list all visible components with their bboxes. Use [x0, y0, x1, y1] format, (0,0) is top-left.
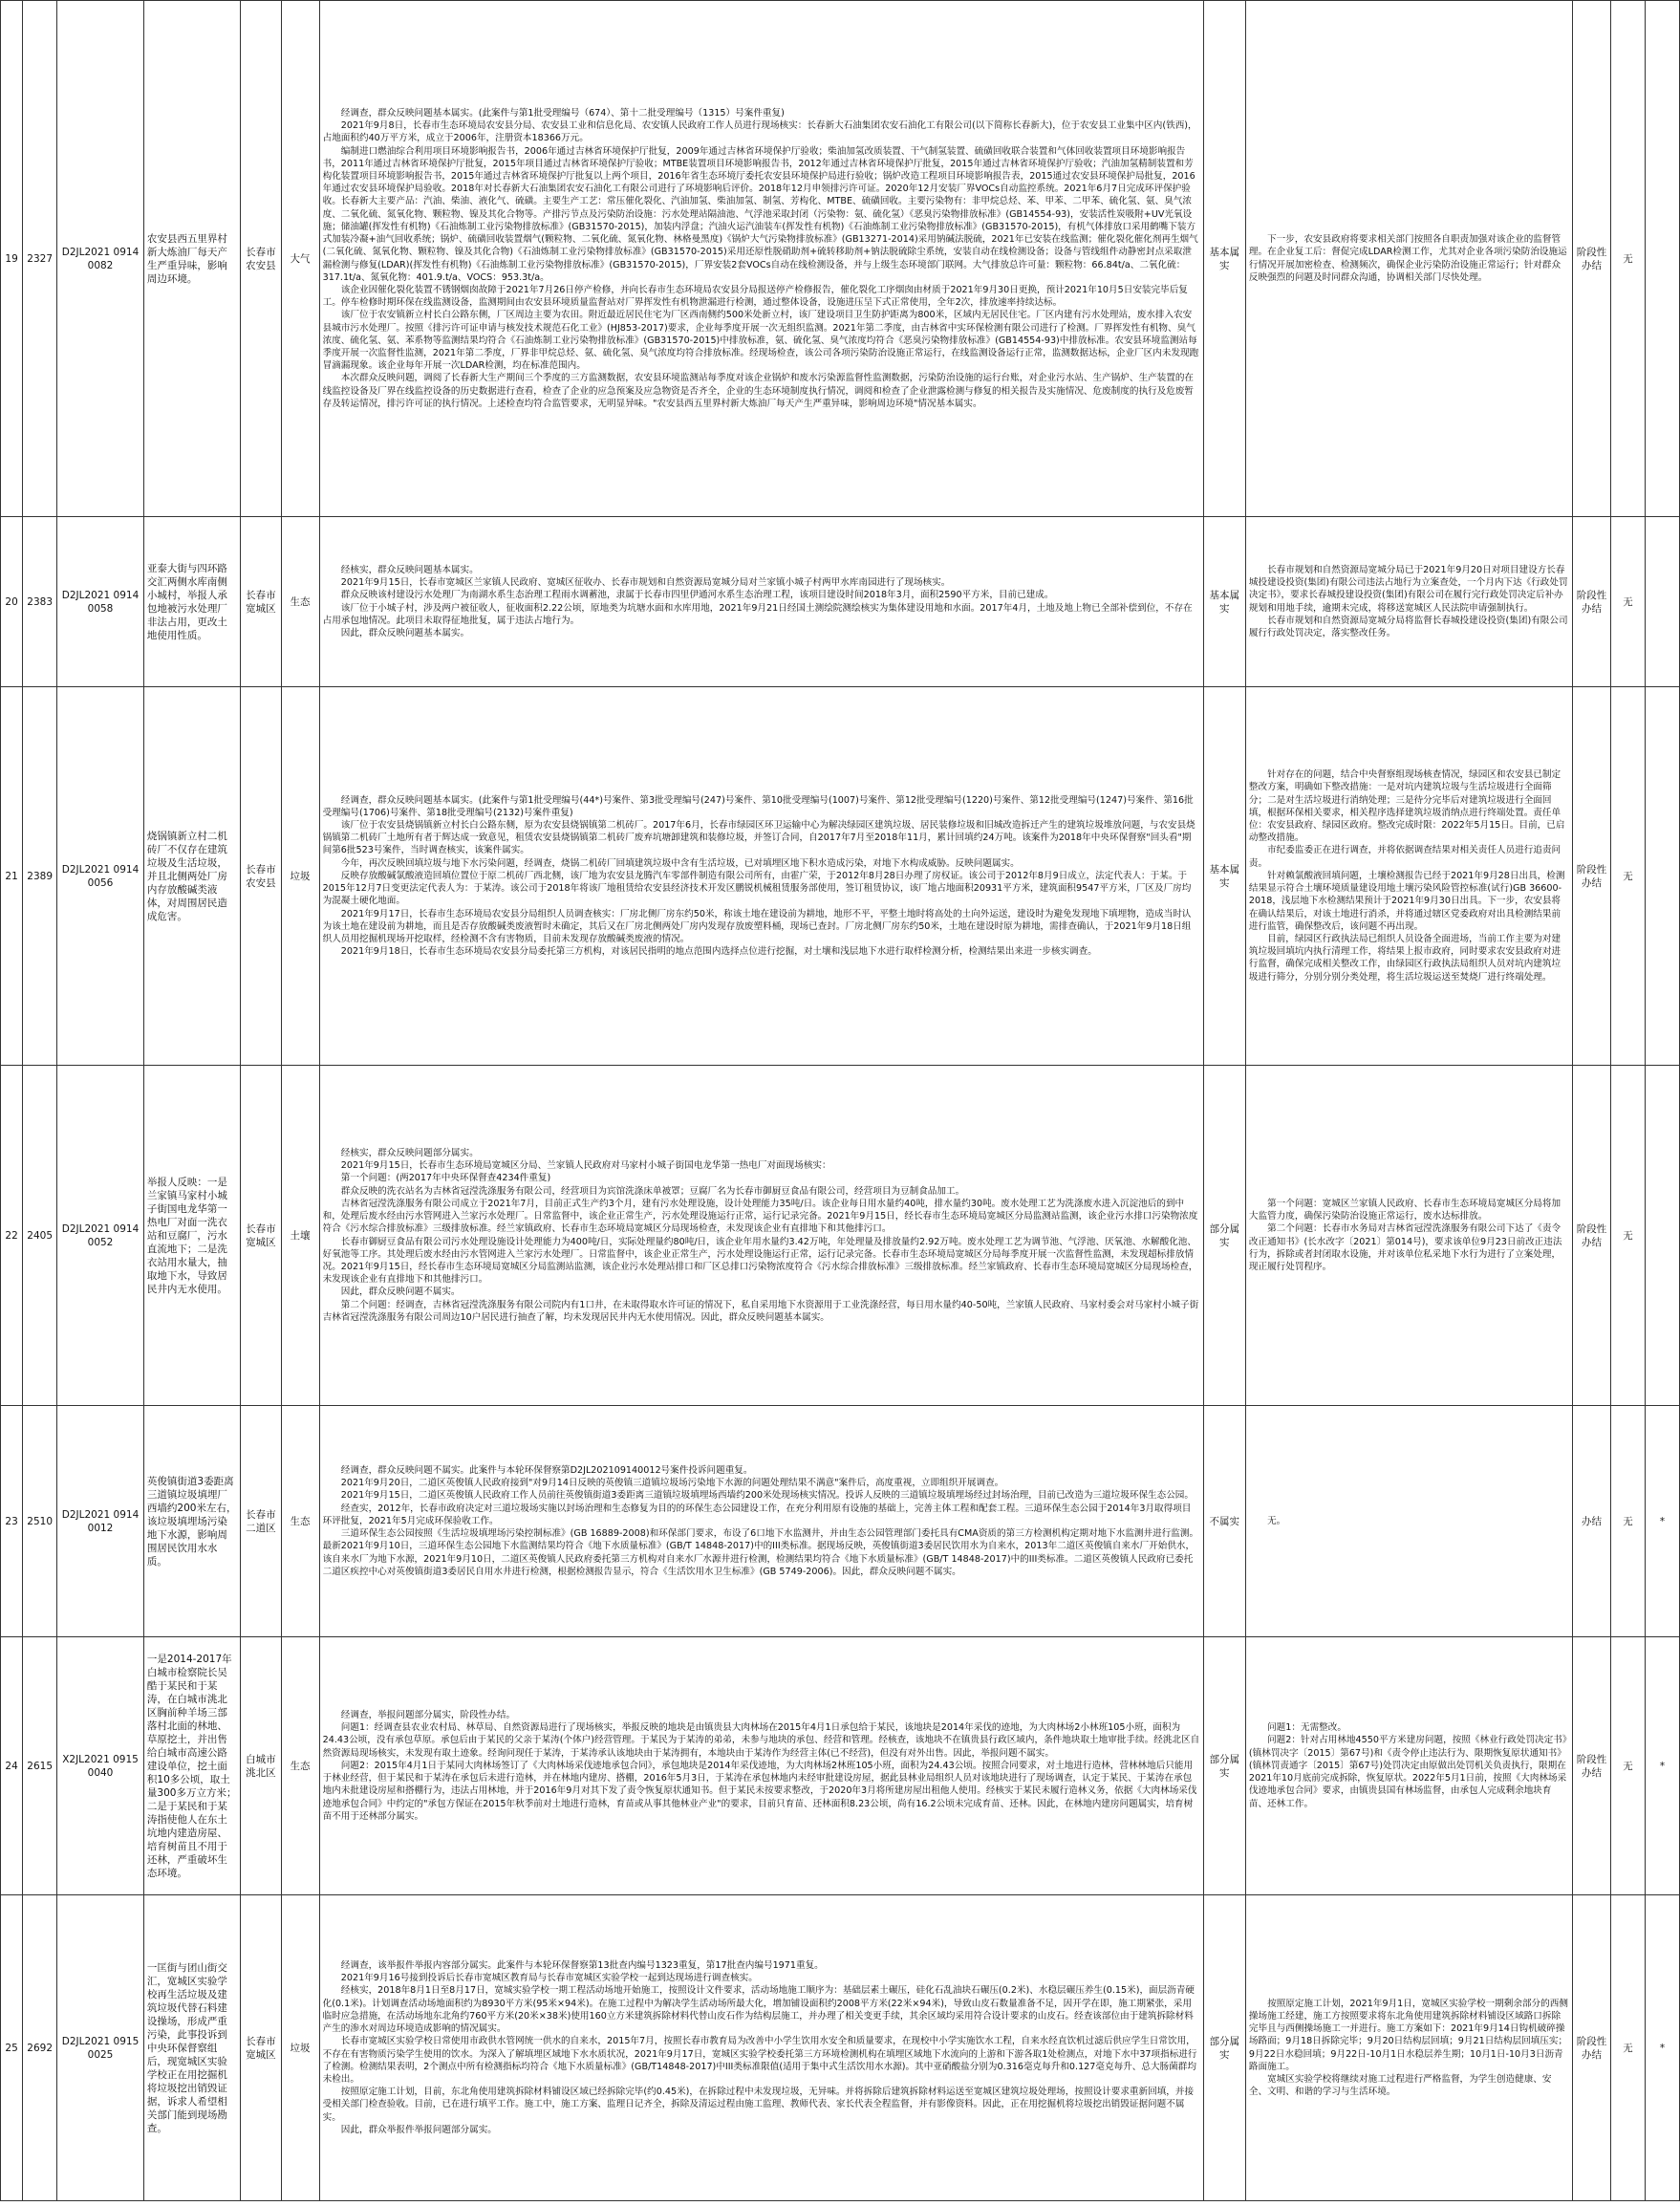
rectification-plan — [1245, 1895, 1572, 2201]
progress-status: 阶段性办结 — [1573, 1895, 1611, 2201]
investigation-text: 经调查，群众反映问题基本属实。(此案件与第1批受理编号(44*)号案件、第3批受理编号(247)号案件、第10批受理编号(1007)号案件、第12批受理编号(1220)号案件、第12批受理编号(1247)号案件、第16批受理编号(1706)号案件、第18批受理编号(2132)号案件重复) 该厂位于农安县烧锅镇新立村长白公路东侧，原为农安县烧锅镇第二机砖厂。2017年6月，长春市绿园区环卫运输中心为解决绿园区建筑垃圾、居民装修垃圾和旧城改造拆迁产生的建筑垃圾堆放问题，与农安县烧锅镇第二机砖厂土地所有者于辉达成一致意见，租赁农安县烧锅镇第二机砖厂废弃坑塘卸建筑和装修垃圾，并签订合同，自2017年7月至2018年11月，累计回填约24万吨。该案件为2018年中央环保督察"回头看"期间第6批523号案件，当时调查核实，该案件属实。 今年，再次反映回填垃圾与地下水污染问题，经调查，烧锅二机砖厂回填建筑垃圾中含有生活垃圾，已对填埋区地下积水造成污染，对地下水构成威胁。反映问题属实。 反映存放酸碱氯酸液造回填位置位于原二机砖厂西北侧，该厂地为农安县龙腾汽车零部件制造有限公司所有，由霍广荣，于2012年8月28日办理了房权证。该公司于2012年8月9日成立，法定代表人：于某。于2015年12月7日变更法定代表人为：于某涛。该公司于2018年将该厂地租赁给农安县经济技术开发区鹏锐机械租赁服务部使用，签订租赁协议，该厂地占地面积20931平方米，建筑面积9547平方米，厂区及厂房均为混凝土硬化地面。 2021年9月17日，长春市生态环境局农安县分局组织人员调查核实：厂房北侧厂房东约50米，称该土地在建设前为耕地，地形不平，平整土地时将高处的土向外运送，建设时为避免发现地下填埋物，造成当时认为该土地在建设前为耕地，而且是否存放酸碱类废液暂时未确定，其后又在厂房北侧两处厂房内发现存放废塑料桶，现场已查封。厂房北侧厂房东约50米，土地在建设时原为耕地，需排查确认，于2021年9月18日组织人员用挖掘机现场开挖取样，经检测不含有害物质，目前未发现存放酸碱类废液的情况。 2021年9月18日，长春市生态环境局农安县分局委托第三方机构，对该居民指明的地点范围内选择点位进行挖掘，对土壤和浅层地下水进行取样检测分析，检测结果出来进一步核实调查。 — [322, 794, 1195, 958]
table-row — [1, 1637, 1680, 1895]
progress-status: 办结 — [1573, 1406, 1611, 1637]
mark — [1646, 517, 1680, 687]
investigation-details — [319, 687, 1203, 1066]
plan-text: 针对存在的问题，结合中央督察组现场核查情况，绿园区和农安县已制定整改方案，明确如下整改措施：一是对坑内建筑垃圾与生活垃圾进行全面筛分；二是对生活垃圾进行消纳处理；三是待分完毕后对建筑垃圾进行全面回填，根据环保相关要求，相关程序选择建筑垃圾消纳点进行终端处置。责任单位：农安县政府、绿园区政府。整改完成时限：2022年5月15日。目前，已启动整改措施。 市纪委监委正在进行调查，并将依据调查结果对相关责任人员进行追责问责。 针对赖氯酸液回填问题，土壤检测报告已经于2021年9月28日出具，检测结果显示符合土壤环境质量建设用地土壤污染风险管控标准(试行)GB 36600-2018，浅层地下水检测结果预计于2021年9月30日出具。下一步，农安县将在确认结果后，对该土地进行消杀，并将通过辖区党委政府对出具检测结果前进行监管，确保整改后，该问题不再出现。 目前，绿园区行政执法局已组织人员设备全面进场，当前工作主要为对建筑垃圾回填坑内执行清理工作，将结果上报市政府，同时要求农安县政府对进行监督，确保完成相关整改工作，由绿园区行政执法局组织人员对坑内建筑垃圾进行筛分，分别分别分类处理，将生活垃圾运送至焚烧厂进行终端处理。 — [1248, 769, 1565, 983]
pollution-type: 垃圾 — [281, 687, 319, 1066]
case-id: X2JL2021 09150040 — [57, 1637, 144, 1895]
reported-issue: 农安县西五里界村新大炼油厂每天产生严重异味，影响周边环境。 — [143, 1, 240, 517]
row-number: 20 — [1, 517, 23, 687]
verdict: 部分属实 — [1203, 1637, 1245, 1895]
table-row — [1, 1895, 1680, 2201]
rectification-plan — [1245, 687, 1572, 1066]
region: 长春市宽城区 — [241, 1895, 281, 2201]
pollution-type: 生态 — [281, 1406, 319, 1637]
reported-issue: 烧锅镇新立村二机砖厂不仅存在建筑垃圾及生活垃圾，并且北侧两处厂房内存放酸碱类液体，对周围居民造成危害。 — [143, 687, 240, 1066]
plan-text: 下一步，农安县政府将要求相关部门按照各自职责加强对该企业的监督管理。在企业复工后：督促完成LDAR检测工作，尤其对企业各项污染防治设施运行情况开展加密检查、检测频次，确保企业污染防治设施正常运行；针对群众反映强烈的问题及时同群众沟通，协调相关部门尽快处理。 — [1248, 234, 1567, 283]
investigation-text: 经调查，群众反映问题不属实。此案件与本轮环保督察第D2JL202109140012号案件投诉问题重复。 2021年9月20日，二道区英俊镇人民政府接到"对9月14日反映的英俊镇三道镇垃圾场污染地下水源的问题处理结果不满意"案件后，高度重视，立即组织开展调查。 2021年9月15日，二道区英俊镇人民政府工作人员前往英俊镇街道3委距离三道镇垃圾填埋场西墙约200米处现场核实情况。投诉人反映的三道镇垃圾填埋场经过封场治理，目前已改造为三道垃圾环保生态公园。 经查实，2012年，长春市政府决定对三道垃圾场实施以封场治理和生态修复为目的的环保生态公园建设工作，在充分利用原有设施的基础上，完善主体工程和配套工程。三道环保生态公园于2014年3月取得项目环评批复，2021年5月完成环保验收工作。 三道环保生态公园按照《生活垃圾填埋场污染控制标准》(GB 16889-2008)和环保部门要求，布设了6口地下水监测井，并由生态公园管理部门委托具有CMA资质的第三方检测机构定期对地下水监测井进行监测。最新2021年9月10日，三道环保生态公园地下水监测结果均符合《地下水质量标准》(GB/T 14848-2017)中的III类标准。据现场反映，英俊镇街道3委居民饮用水为自来水，2013年二道区英俊镇自来水厂开始供水，该自来水厂为地下水源，2021年9月10日，二道区英俊镇人民政府委托第三方机构对自来水厂水源井进行检测，检测结果均符合《地下水质量标准》(GB/T 14848-2017)中的III类标准。二道区英俊镇人民政府已委托二道区疾控中心对英俊镇街道3委居民自用水井进行检测，根据检测报告显示，符合《生活饮用水卫生标准》(GB 5749-2006)。因此，群众反映问题不属实。 — [322, 1465, 1199, 1577]
case-id: D2JL2021 09140058 — [57, 517, 144, 687]
plan-text: 第一个问题：宽城区兰家镇人民政府、长春市生态环境局宽城区分局将加大监管力度，确保污染防治设施正常运行，废水达标排放。 第二个问题：长春市水务局对吉林省冠滢洗涤服务有限公司下达了《责令改正通知书》(长水改字〔2021〕第014号)，要求该单位9月23日前改正违法行为，拆除或者封闭取水设施，并对该单位私采地下水行为进行了立案处理，现正履行处罚程序。 — [1248, 1198, 1562, 1272]
verdict: 基本属实 — [1203, 517, 1245, 687]
row-number: 21 — [1, 687, 23, 1066]
investigation-details — [319, 1, 1203, 517]
pollution-type: 生态 — [281, 1637, 319, 1895]
case-id: D2JL2021 09150025 — [57, 1895, 144, 2201]
pollution-type: 垃圾 — [281, 1895, 319, 2201]
verdict: 部分属实 — [1203, 1066, 1245, 1406]
rectification-plan — [1245, 1, 1572, 517]
reported-issue: 亚泰大街与四环路交汇两侧水库南侧小城村，举报人承包地被污水处理厂非法占用，更改土地使用性质。 — [143, 517, 240, 687]
pollution-type: 土壤 — [281, 1066, 319, 1406]
reported-issue: 举报人反映：一是兰家镇马家村小城子街国电龙华第一热电厂对面一洗衣站和豆腐厂，污水直流地下；二是洗衣站用水量大，抽取地下水，导致居民井内无水使用。 — [143, 1066, 240, 1406]
region: 白城市洮北区 — [241, 1637, 281, 1895]
accountability: 无 — [1611, 687, 1646, 1066]
investigation-text: 经调查，该举报件举报内容部分属实。此案件与本轮环保督察第13批查内编号1323重复，第17批查内编号1971重复。 2021年9月16号接到投诉后长春市宽城区教育局与长春市宽城区实验学校一起到达现场进行调查核实。 经核实，2018年8月1日至8月17日，宽城实验学校一期工程活动场地开始施工，按照设计文件要求，活动场地施工顺序为：基础层素土碾压，硅化石乱油块石碾压(0.2米)、水稳层碾压养生(0.15米)，面层沥青硬化(0.1米)。计划调查活动场地面积约为8930平方米(95米×94米)。在施工过程中为解决学生活动场所最大化，增加铺设面积约2008平方米(22米×94米)，导致山皮石数量准备不足，因开学在即，施工期紧张，采用临时应急措施，在活动场地东北角约760平方米(20米×38米)使用160立方米建筑拆除材料代替山皮石作为结构层施工，并办理了相关变更手续，其余区域均采用符合设计要求的山皮石。经查该部位由于建筑拆除材料产生的渗水对周边环境造成影响的情况属实。 长春市宽城区实验学校日常使用市政供水管网统一供水的自来水，2015年7月，按照长春市教育局为改善中小学生饮用水安全和质量要求，在现校中小学实施饮水工程，自来水经直饮机过滤后供应学生日常饮用，不存在有害物质污染学生使用的饮水。为深入了解填埋区域地下水水质状况，2021年9月17日，宽城区实验学校委托第三方环境检测机构在填埋区域地下水流向的上游和下游各取1处检测点，对地下水中37项指标进行了检测。检测结果表明，2个测点中所有检测指标均符合《地下水质量标准》(GB/T14848-2017)中III类标准限值(适用于集中式生活饮用水水源)。其中亚硝酸盐分别为0.316毫克每升和0.127毫克每升、总大肠菌群均未检出。 按照原定施工计划，目前，东北角使用建筑拆除材料铺设区域已经拆除完毕(约0.45米)，在拆除过程中未发现垃圾，无异味。并将拆除后建筑拆除材料运送至宽城区建筑垃圾处理场，按照设计要求重新回填，并接受相关部门检查验收。目前，已在进行填平工作。施工中，施工方案、监理日记齐全，拆除及清运过程由施工监理、教师代表、家长代表全程监督，并有影像资料。因此，正在用挖掘机将垃圾挖出销毁证据问题不属实。 因此，群众举报件举报问题部分属实。 — [322, 1960, 1197, 2135]
progress-status: 阶段性办结 — [1573, 517, 1611, 687]
mark — [1646, 1, 1680, 517]
plan-text: 无。 — [1248, 1515, 1286, 1526]
case-number: 2405 — [23, 1066, 57, 1406]
mark — [1646, 687, 1680, 1066]
region: 长春市宽城区 — [241, 517, 281, 687]
plan-text: 长春市规划和自然资源局宽城分局已于2021年9月20日对项目建设方长春城投建设投资(集团)有限公司违法占地行为立案查处，一个月内下达《行政处罚决定书》，要求长春城投建设投资(集团)有限公司在履行完行政处罚决定后补办规划和用地手续，逾期未完成，将移送宽城区人民法院申请强制执行。 长春市规划和自然资源局宽城分局将监督长春城投建设投资(集团)有限公司履行行政处罚决定，落实整改任务。 — [1248, 564, 1568, 638]
investigation-details — [319, 1406, 1203, 1637]
case-number: 2692 — [23, 1895, 57, 2201]
pollution-type: 大气 — [281, 1, 319, 517]
region: 长春市二道区 — [241, 1406, 281, 1637]
table-row — [1, 517, 1680, 687]
mark: * — [1646, 1406, 1680, 1637]
case-id: D2JL2021 09140056 — [57, 687, 144, 1066]
region: 长春市宽城区 — [241, 1066, 281, 1406]
investigation-details — [319, 1066, 1203, 1406]
investigation-text: 经调查，举报问题部分属实，阶段性办结。 问题1：经调查县农业农村局、林草局、自然资源局进行了现场核实，举报反映的地块是由镇贵县大肉林场在2015年4月1日承包给于某民，该地块是2014年采伐的迹地，为大肉林场2小林班105小班，面积为24.43公顷，没有承包草原。承包后由于某民的父亲于某涛(个体户)经营管理。于某民为于某涛的弟弟，未参与地块的承包、经营和管理。经核查，该地块不在镇贵县行政区域内，条件地块取土地审批手续。经洮北区自然资源局现场核实，未发现有取土迹象。经询问现任于某涛，于某涛承认该地块由于某涛拥有，本地块由于某涛作为经营主体(已不经营)，但没有对外出售。因此，举报问题不属实。 问题2：2015年4月1日于某同大肉林场签订了《大肉林场采伐迹地承包合同》，承包地块是2014年采伐迹地，为大肉林场2林班105小班，面积为24.43公顷。按照合同要求，对土地进行造林，营林林地后只能用于林业经营，但于某民和于某涛在承包后未进行造林，并在林地内建房、搭棚，2016年5月3日，于某涛在承包林地内未经审批建设房屋，据此县林业局组织人员对该地块进行了现场调查，认定于某民、于某涛在承包地内未批建设房屋和搭棚行为，违法占用林地，并于2016年9月对其下发了责令恢复原状通知书。但于某民未按要求整改，于2020年3月将所建房屋出租他人使用。经核实于某民未履行造林义务，依据《大肉林场采伐迹地承包合同》中约定的"承包方保证在2015年秋季前对土地进行造林，育苗或从事其他林业产业"的要求，目前只育苗、还林面积8.23公顷，尚有16.2公顷未完成育苗、还林。因此，在林地内建房问题属实，培育树苗不用于还林部分属实。 — [322, 1710, 1200, 1822]
case-number: 2383 — [23, 517, 57, 687]
investigation-text: 经核实，群众反映问题部分属实。 2021年9月15日，长春市生态环境局宽城区分局、兰家镇人民政府对马家村小城子街国电龙华第一热电厂对面现场核实： 第一个问题：(两2017年中央环保督查4234件重复) 群众反映的洗衣站名为吉林省冠滢洗涤服务有限公司，经营项目为宾馆洗涤床单被罩；豆腐厂名为长春市御厨豆食品有限公司，经营项目为豆制食品加工。 吉林省冠滢洗涤服务有限公司成立于2021年7月，目前正式生产约3个月，建有污水处理设施，设计处理能力35吨/日。该企业每日用水量约40吨，排水量约30吨。废水处理工艺为洗涤废水进入沉淀池后的到中和，处理后废水经由污水管网进入兰家污水处理厂。日常监督中，该企业正常生产，污水处理设施运行正常，运行记录完备。2021年9月15日，经长春市生态环境局宽城区分局监测站监测，该企业污水排口污染物浓度符合《污水综合排放标准》三级排放标准。经兰家镇政府、长春市生态环境局宽城区分局现场检查，未发现该企业有直排地下和其他排污口。 长春市御厨豆食品有限公司污水处理设施设计处理能力为400吨/日，实际处理量约80吨/日，该企业年用水量约3.42万吨，年处理量及排放量约2.92万吨。废水处理工艺为调节池、气浮池、厌氧池、水解酸化池、好氧池等工序。其处理后废水经由污水管网进入兰家污水处理厂。日常监督中，该企业正常生产，污水处理设施运行正常，运行记录完备。长春市生态环境局宽城区分局每季度开展一次监督性监测，未发现超标排放情况。2021年9月15日，经长春市生态环境局宽城区分局监测站监测，该企业污水处理站排口和厂区总排口污染物浓度符合《污水综合排放标准》三级排放标准。经兰家镇政府、长春市生态环境局宽城区分局现场检查，未发现该企业有直排地下和其他排污口。 因此，群众反映问题不属实。 第二个问题：经调查，吉林省冠滢洗涤服务有限公司院内有1口井，在未取得取水许可证的情况下，私自采用地下水资源用于工业洗涤经营，每日用水量约40-50吨，兰家镇人民政府、马家村委会对马家村小城子街吉林省冠滢洗涤服务有限公司周边10户居民进行抽查了解，均未发现居民井内无水使用情况。因此，群众反映问题基本属实。 — [322, 1148, 1199, 1323]
row-number: 19 — [1, 1, 23, 517]
accountability: 无 — [1611, 1637, 1646, 1895]
table-row — [1, 1406, 1680, 1637]
accountability: 无 — [1611, 1066, 1646, 1406]
row-number: 25 — [1, 1895, 23, 2201]
accountability: 无 — [1611, 517, 1646, 687]
case-id: D2JL2021 09140012 — [57, 1406, 144, 1637]
mark: * — [1646, 1895, 1680, 2201]
case-number: 2510 — [23, 1406, 57, 1637]
investigation-details — [319, 1895, 1203, 2201]
region: 长春市农安县 — [241, 1, 281, 517]
table-row — [1, 1066, 1680, 1406]
verdict: 基本属实 — [1203, 1, 1245, 517]
investigation-details — [319, 517, 1203, 687]
investigation-text: 经核实，群众反映问题基本属实。 2021年9月15日，长春市宽城区兰家镇人民政府、宽城区征收办、长春市规划和自然资源局宽城分局对兰家镇小城子村两甲水库南园进行了现场核实。 群众反映该村建设污水处理厂为南湖水系生态治理工程雨水调蓄池，隶属于长春市四里伊通河水系生态治理工程，该项目建设时间2018年3月，面积2590平方米，目前已建成。 该厂位于小城子村，涉及两户被征收人，征收面积2.22公顷，原地类为坑塘水面和水库用地，2021年9月21日经国土测绘院测绘核实为集体建设用地和水面。2017年4月，土地及地上物已全部补偿到位，不存在占用承包地情况。此项目未取得征地批复，属于违法占地行为。 因此，群众反映问题基本属实。 — [322, 564, 1193, 638]
rectification-plan — [1245, 1406, 1572, 1637]
case-number: 2615 — [23, 1637, 57, 1895]
rectification-plan — [1245, 517, 1572, 687]
region: 长春市农安县 — [241, 687, 281, 1066]
verdict: 基本属实 — [1203, 687, 1245, 1066]
reported-issue: 英俊镇街道3委距离三道镇垃圾填埋厂西墙约200米左右，该垃圾填埋场污染地下水源，影响周围居民饮用水水质。 — [143, 1406, 240, 1637]
row-number: 23 — [1, 1406, 23, 1637]
progress-status: 阶段性办结 — [1573, 687, 1611, 1066]
row-number: 24 — [1, 1637, 23, 1895]
accountability: 无 — [1611, 1, 1646, 517]
investigation-details — [319, 1637, 1203, 1895]
row-number: 22 — [1, 1066, 23, 1406]
investigation-text: 经调查，群众反映问题基本属实。(此案件与第1批受理编号（674）、第十二批受理编号（1315）号案件重复) 2021年9月8日，长春市生态环境局农安县分局、农安县工业和信息化局、农安镇人民政府工作人员进行现场核实：长春新大石油集团农安石油化工有限公司(以下简称长春新大)，位于农安县工业集中区内(铁西)，占地面积约40万平方米，成立于2006年，注册资本18366万元。 编制进口燃油综合利用项目环境影响报告书，2006年通过吉林省环境保护厅批复，2009年通过吉林省环境保护厅验收；柴油加氢改质装置、干气制氢装置、硫磺回收联合装置和气体回收装置项目环境影响报告书，2011年通过吉林省环境保护厅批复，2015年项目通过吉林省环境保护厅验收；MTBE装置项目环境影响报告书，2012年通过吉林省环境保护厅批复，2015年通过吉林省环境保护厅验收；汽油加氢精制装置和芳构化装置项目环境影响报告书，2015年通过吉林省环境保护厅批复以上两个项目，2016年省生态环境厅委托农安县环境保护局进行验收；锅炉改造工程项目环境影响报告表，2015通过农安县环境保护局批复，2016年通过农安县环境保护局验收。2018年对长春新大石油集团农安石油化工有限公司进行了环境影响后评价。2018年12月申领排污许可证。2020年12月安装厂界VOCs自动监控系统。2021年6月7日完成环评保护验收。长春新大主要产品：汽油、柴油、液化气、硫磺。主要生产工艺：常压催化裂化、汽油加氢、柴油加氢、制氢、芳构化、MTBE、硫磺回收。主要污染物有：非甲烷总烃、苯、甲苯、二甲苯、硫化氢、氨、臭气浓度、二氧化硫、氮氧化物、颗粒物、镍及其化合物等。产排污节点及污染防治设施：污水处理站隔油池、气浮池采取封闭（污染物：氨、硫化氢）《恶臭污染物排放标准》(GB14554-93)，安装活性炭吸附+UV光氧设施；储油罐(挥发性有机物)《石油炼制工业污染物排放标准》(GB31570-2015)，加装内浮盘；汽油火运汽油装车(挥发性有机物)《石油炼制工业污染物排放标准》(GB31570-2015)，有机气体排放口采用鹤嘴下装方式加装冷凝+油气回收系统；锅炉、硫磺回收装置烟气(颗粒物、二氧化硫、氮氧化物、林格曼黑度)《锅炉大气污染物排放标准》(GB13271-2014)采用钠碱法脱硫，2021年已安装在线监测；催化裂化催化剂再生烟气(二氧化硫、氮氧化物、颗粒物、镍及其化合物)《石油炼制工业污染物排放标准》(GB31570-2015)采用还原性脱硝助剂+硫转移助剂+钠法脱硫除尘系统，安装自动在线检测设备；设备与管线组件动静密封点采取泄漏检测与修复(LDAR)(挥发性有机物)《石油炼制工业污染物排放标准》(GB31570-2015)，厂界安装2套VOCs自动在线检测设备，并与上级生态环境部门联网。大气排放总许可量：颗粒物：66.84t/a、二氧化硫：317.1t/a、氮氧化物：401.9.t/a、VOCS：953.3t/a。 该企业因催化裂化装置不锈钢烟囱故障于2021年7月26日停产检修，并向长春市生态环境局农安县分局报送停产检修报告，催化裂化工序烟囱由材质于2021年9月30日更换，预计2021年10月5日安装完毕后复工。停车检修时期环保在线监测设备，监测期间由农安县环境质量监督站对厂界挥发性有机物泄漏进行检测，通过整体设备，设施进压呈下式正常使用，全年2次，排放速率持续达标。 该厂位于农安镇新立村长白公路东侧，厂区周边主要为农田。附近最近居民住宅为厂区西南侧约500米处新立村，该厂建设项目卫生防护距离为800米，区域内无居民住宅。厂区内建有污水处理站，废水排入农安县城市污水处理厂。按照《排污许可证申请与核发技术规范石化工业》(HJ853-2017)要求，企业每季度开展一次无组织监测。2021年第二季度，由吉林省中实环保检测有限公司进行了检测。厂界挥发性有机物、臭气浓度、硫化氢、氨、苯系物等监测结果均符合《石油炼制工业污染物排放标准》(GB31570-2015)中排放标准，氨、硫化氢、臭气浓度均符合《恶臭污染物排放标准》(GB14554-93)中排放标准。农安县环境监测站每季度开展一次监督性监测，2021年第二季度，厂界非甲烷总烃、氨、硫化氢、臭气浓度均符合排放标准。经现场检查，该公司各项污染防治设施正常运行，在线监测设备运行正常，监测数据达标，企业厂区内未发现跑冒滴漏现象。该企业每年开展一次LDAR检测，均在标准范围内。 本次群众反映问题，调阅了长春新大生产期间三个季度的三方监测数据，农安县环境监测站每季度对该企业锅炉和废水污染源监督性监测数据，污染防治设施的运行台账，对企业污水站、生产锅炉、生产装置的在线监控设备及厂界在线监控设备的历史数据进行查看，检查了企业的应急预案及应急物资是否齐全，企业的生态环境制度执行情况，调阅和检查了企业泄露检测与修复的相关报告及实施情况、危废制度的执行及危废暂存及转运情况，排污许可证的执行情况。上述检查均符合监管要求，无明显异味。"农安县西五里界村新大炼油厂每天产生严重异味，影响周边环境"情况基本属实。 — [322, 108, 1199, 409]
progress-status: 阶段性办结 — [1573, 1637, 1611, 1895]
plan-text: 按照原定施工计划，2021年9月1日，宽城区实验学校一期剩余部分的西侧操场施工经建，施工方按照要求将东北角使用建筑拆除材料铺设区域路口拆除完毕且与西侧操场施工一并进行。施工方案如下：2021年9月14日钩机破碎操场路面；9月18日拆除完毕；9月20日结构层回填；9月21日结构层回填压实；9月22日水稳回填；9月22日-10月1日水稳层养生期；10月1日-10月3日沥青路面施工。 宽城区实验学校将继续对施工过程进行严格监督，为学生创造健康、安全、文明、和谐的学习与生活环境。 — [1248, 1998, 1568, 2098]
mark: * — [1646, 1637, 1680, 1895]
mark — [1646, 1066, 1680, 1406]
rectification-plan — [1245, 1637, 1572, 1895]
case-number: 2389 — [23, 687, 57, 1066]
progress-status: 阶段性办结 — [1573, 1, 1611, 517]
table-row — [1, 687, 1680, 1066]
case-id: D2JL2021 09140082 — [57, 1, 144, 517]
progress-status: 阶段性办结 — [1573, 1066, 1611, 1406]
reported-issue: 一是2014-2017年白城市检察院长吴酷于某民和于某涛，在白城市洮北区胸前种羊场三部落村北面的林地、草原挖土，并出售给白城市高速公路建设单位，挖土面积10多公顷，取土量300多万立方米；二是于某民和于某涛指使他人在东土坑地内建造房屋、培育树苗且不用于还林，严重破坏生态环境。 — [143, 1637, 240, 1895]
pollution-type: 生态 — [281, 517, 319, 687]
rectification-plan — [1245, 1066, 1572, 1406]
verdict: 部分属实 — [1203, 1895, 1245, 2201]
plan-text: 问题1：无需整改。 问题2：针对占用林地4550平方米建房问题，按照《林业行政处罚决定书》(镇林罚决字〔2015〕第67号)和《责令停止违法行为、限期恢复原状通知书》(镇林罚责通字〔2015〕第67号)处罚决定由原做出处罚机关负责执行，限期在2021年10月底前完成拆除，恢复原状。2022年5月1日前，按照《大肉林场采伐迹地承包合同》要求，由镇贵县国有林场监督，由承包人完成剩余地块育苗、还林工作。 — [1248, 1722, 1567, 1809]
case-id: D2JL2021 09140052 — [57, 1066, 144, 1406]
reported-issue: 一匡街与团山街交汇，宽城区实验学校再生活垃圾及建筑垃圾代替石料建设操场，形成严重污染，此事投诉到中央环保督察组后，现宽城区实验学校正在用挖掘机将垃圾挖出销毁证据，诉求人希望相关部门能到现场勘查。 — [143, 1895, 240, 2201]
verdict: 不属实 — [1203, 1406, 1245, 1637]
table-row — [1, 1, 1680, 517]
accountability: 无 — [1611, 1406, 1646, 1637]
case-number: 2327 — [23, 1, 57, 517]
accountability: 无 — [1611, 1895, 1646, 2201]
